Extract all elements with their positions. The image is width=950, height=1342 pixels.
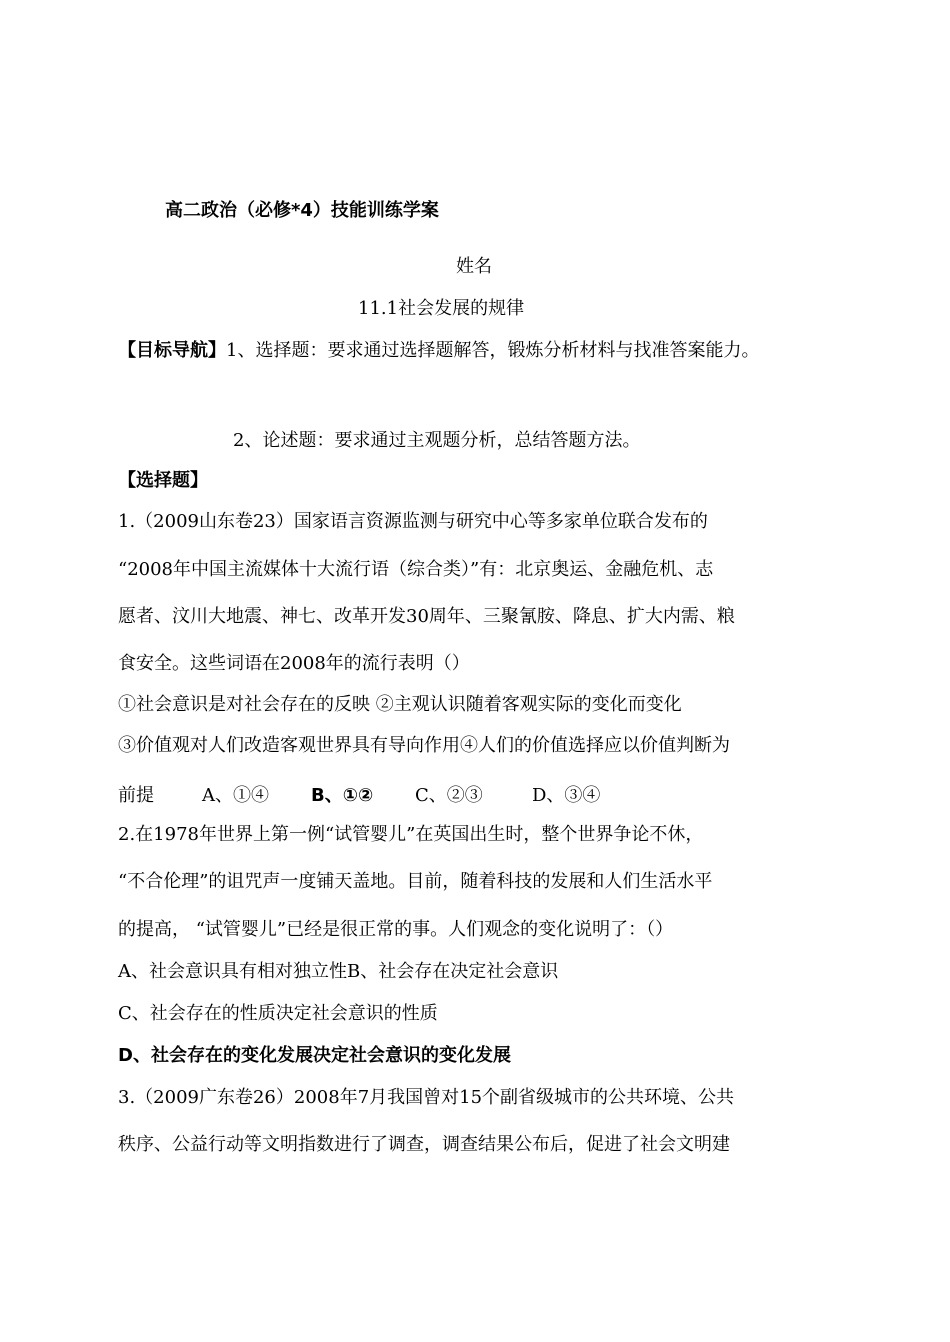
- q2-option-c: C、社会存在的性质决定社会意识的性质: [118, 1003, 438, 1024]
- q1-line-6: ③价值观对人们改造客观世界具有导向作用④人们的价值选择应以价值判断为: [118, 735, 730, 756]
- name-label: 姓名: [456, 256, 492, 277]
- q1-options-row: [118, 784, 600, 808]
- section-heading: 【选择题】: [118, 470, 208, 491]
- lesson-subtitle: 11.1社会发展的规律: [358, 298, 525, 319]
- q1-line-3: 愿者、汶川大地震、神七、改革开发30周年、三聚氰胺、降息、扩大内需、粮: [118, 606, 735, 627]
- q1-option-a: A、①④: [202, 785, 269, 806]
- goal-row-1: [118, 339, 759, 363]
- q2-line-3: 的提高， “试管婴儿”已经是很正常的事。人们观念的变化说明了：（）: [118, 919, 674, 940]
- q1-option-c: C、②③: [415, 785, 483, 806]
- q1-options-prefix: 前提: [118, 785, 154, 806]
- document-title: 高二政治（必修*4）技能训练学案: [165, 200, 439, 221]
- q1-line-1: 1.（2009山东卷23）国家语言资源监测与研究中心等多家单位联合发布的: [118, 511, 708, 532]
- q1-line-4: 食安全。这些词语在2008年的流行表明（）: [118, 653, 470, 674]
- q2-line-1: 2.在1978年世界上第一例“试管婴儿”在英国出生时，整个世界争论不休，: [118, 824, 704, 845]
- goal-item-1: 1、选择题：要求通过选择题解答，锻炼分析材料与找准答案能力。: [226, 340, 760, 361]
- q1-option-d: D、③④: [532, 785, 601, 806]
- q1-line-5: ①社会意识是对社会存在的反映 ②主观认识随着客观实际的变化而变化: [118, 694, 682, 715]
- q1-line-2: “2008年中国主流媒体十大流行语（综合类）”有：北京奥运、金融危机、志: [118, 559, 714, 580]
- goal-item-2: 2、论述题：要求通过主观题分析，总结答题方法。: [233, 430, 641, 451]
- goal-heading: 【目标导航】: [118, 340, 226, 361]
- q3-line-2: 秩序、公益行动等文明指数进行了调查，调查结果公布后，促进了社会文明建: [118, 1134, 730, 1155]
- q2-option-d: D、社会存在的变化发展决定社会意识的变化发展: [118, 1045, 511, 1066]
- q3-line-1: 3.（2009广东卷26）2008年7月我国曾对15个副省级城市的公共环境、公共: [118, 1087, 735, 1108]
- q2-option-ab: A、社会意识具有相对独立性B、社会存在决定社会意识: [118, 961, 559, 982]
- q1-option-b: B、①②: [311, 785, 374, 806]
- q2-line-2: “不合伦理”的诅咒声一度铺天盖地。目前，随着科技的发展和人们生活水平: [118, 871, 713, 892]
